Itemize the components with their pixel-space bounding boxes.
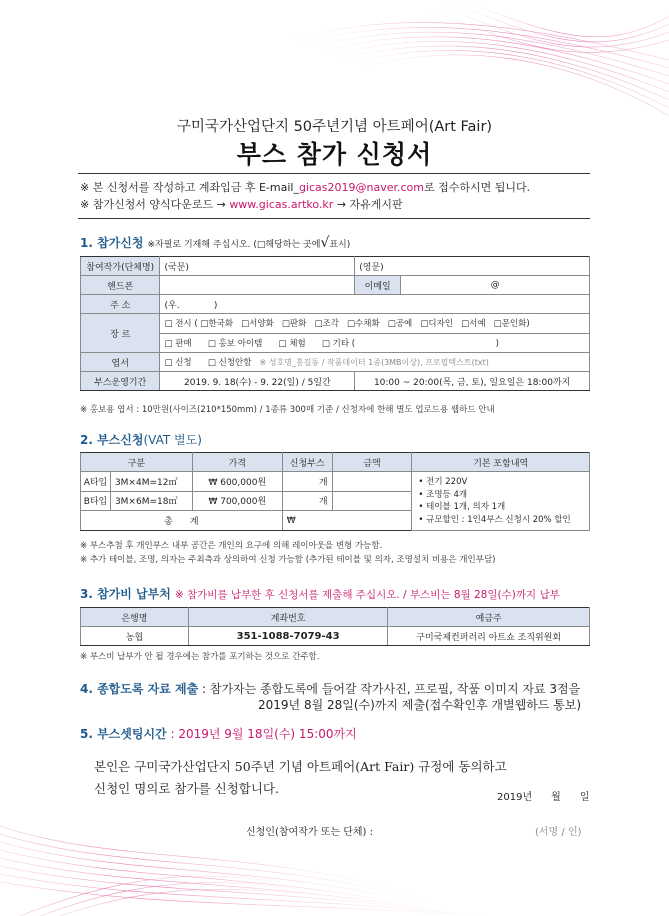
booth-footnote-1: ※ 부스추첨 후 개인부스 내부 공간은 개인의 요구에 의해 레이아웃을 변형 가능함. xyxy=(80,541,383,551)
booth-amount-b[interactable] xyxy=(332,491,412,511)
divider xyxy=(78,173,590,174)
phone-label: 핸드폰 xyxy=(81,276,160,295)
col-account: 계좌번호 xyxy=(188,608,388,627)
form-title: 부스 참가 신청서 xyxy=(236,140,433,169)
agreement-line-1: 본인은 구미국가산업단지 50주년 기념 아트페어(Art Fair) 규정에 동의하고 xyxy=(94,759,507,774)
booth-amount-a[interactable] xyxy=(332,472,412,492)
signature-date[interactable]: 2019년 월 일 xyxy=(497,792,590,803)
artist-label: 참여작가(단체명) xyxy=(81,257,160,276)
total-amount[interactable]: ₩ xyxy=(282,511,412,531)
email-field[interactable]: @ xyxy=(401,276,590,295)
col-bank: 은행명 xyxy=(81,608,189,627)
genre-options-exhibition[interactable]: □ 전시 ( □한국화 □서양화 □판화 □조각 □수채화 □공예 □디자인 □서예 □문인화) xyxy=(160,314,590,334)
account-holder: 구미국제컨퍼러리 아트쇼 조직위원회 xyxy=(388,627,590,646)
col-holder: 예금주 xyxy=(388,608,590,627)
form-subtitle: 구미국가산업단지 50주년기념 아트페어(Art Fair) xyxy=(176,119,493,135)
booth-count-b[interactable]: 개 xyxy=(282,491,332,511)
payment-table xyxy=(80,607,590,646)
period-label: 부스운영기간 xyxy=(81,372,160,391)
phone-field[interactable] xyxy=(160,276,355,295)
col-booths: 신청부스 xyxy=(282,453,332,472)
booth-table xyxy=(80,452,590,531)
artist-korean-field[interactable]: (국문) xyxy=(160,257,355,276)
signer-label: 신청인(참여작가 또는 단체) : xyxy=(246,827,373,838)
booth-type-b: B타입 xyxy=(81,491,111,511)
genre-options-other[interactable]: □ 판매 □ 홍보 아이템 □ 체험 □ 기타 ( ) xyxy=(160,333,590,353)
email-label: 이메일 xyxy=(355,276,401,295)
col-amount: 금액 xyxy=(332,453,412,472)
decorative-swirl-top xyxy=(249,0,669,120)
booth-type-a: A타입 xyxy=(81,472,111,492)
col-price: 가격 xyxy=(192,453,282,472)
agreement-line-2: 신청인 명의로 참가를 신청합니다. xyxy=(94,781,279,796)
notice-email: ※ 본 신청서를 작성하고 계좌입금 후 E-mail_gicas2019@naver.com로 접수하시면 됩니다. xyxy=(80,181,531,194)
section2-heading: 2. 부스신청(VAT 별도) xyxy=(80,433,202,447)
notice-download: ※ 참가신청서 양식다운로드 → www.gicas.artko.kr → 자유게시판 xyxy=(80,198,403,211)
booth-price-b: ₩ 700,000원 xyxy=(192,491,282,511)
total-label: 총 계 xyxy=(81,511,283,531)
booth-size-b: 3M×6M=18㎡ xyxy=(110,491,192,511)
section4-line2: 2019년 8월 28일(수)까지 제출(접수확인후 개별웹하드 통보) xyxy=(258,698,582,712)
bank-name: 농협 xyxy=(81,627,189,646)
artist-english-field[interactable]: (영문) xyxy=(355,257,590,276)
booth-includes: • 전기 220V • 조명등 4개 • 테이블 1개, 의자 1개 • 규모할인 : 1인4부스 신청시 20% 할인 xyxy=(412,472,590,531)
booth-price-a: ₩ 600,000원 xyxy=(192,472,282,492)
section4-heading: 4. 종합도록 자료 제출 : 참가자는 종합도록에 들어갈 작가사진, 프로필, 작품 이미지 자료 3점을 xyxy=(80,682,581,696)
postcard-label: 엽서 xyxy=(81,353,160,372)
signature-seal[interactable]: (서명 / 인) xyxy=(535,827,582,838)
account-number: 351-1088-7079-43 xyxy=(188,627,388,646)
col-includes: 기본 포함내역 xyxy=(412,453,590,472)
postcard-options[interactable]: □ 신청 □ 신청안함 ※ 성호명_홍길동 / 작품데이터 1종(3MB이상), 프로필텍스트(txt) xyxy=(160,353,590,372)
section5-heading: 5. 부스셋팅시간 : 2019년 9월 18일(수) 15:00까지 xyxy=(80,727,357,741)
payment-footnote: ※ 부스비 납부가 안 될 경우에는 참가를 포기하는 것으로 간주함. xyxy=(80,652,320,662)
section3-heading: 3. 참가비 납부처 ※ 참가비를 납부한 후 신청서를 제출해 주십시오. / 부스비는 8월 28일(수)까지 납부 xyxy=(80,587,560,601)
divider xyxy=(78,218,590,219)
address-label: 주 소 xyxy=(81,295,160,314)
booth-size-a: 3M×4M=12㎡ xyxy=(110,472,192,492)
col-type: 구분 xyxy=(81,453,193,472)
application-table xyxy=(80,256,590,391)
postcard-footnote: ※ 홍보용 엽서 : 10만원(사이즈(210*150mm) / 1종류 300매 기준 / 신청자에 한해 별도 업로드용 웹하드 안내 xyxy=(80,405,495,415)
website-link[interactable]: www.gicas.artko.kr xyxy=(229,198,334,211)
period-dates: 2019. 9. 18(수) - 9. 22(일) / 5일간 xyxy=(160,372,355,391)
booth-footnote-2: ※ 추가 테이블, 조명, 의자는 주최측과 상의하여 신청 가능함 (추가된 테이블 및 의자, 조명설치 비용은 개인부담) xyxy=(80,555,496,565)
address-field[interactable]: (우. ) xyxy=(160,295,590,314)
section1-heading: 1. 참가신청 ※자필로 기재해 주십시오. (□해당하는 곳에√표시) xyxy=(80,235,351,251)
genre-label: 장 르 xyxy=(81,314,160,353)
booth-count-a[interactable]: 개 xyxy=(282,472,332,492)
period-hours: 10:00 ~ 20:00(목, 금, 토), 일요일은 18:00까지 xyxy=(355,372,590,391)
email-link[interactable]: gicas2019@naver.com xyxy=(298,181,424,194)
